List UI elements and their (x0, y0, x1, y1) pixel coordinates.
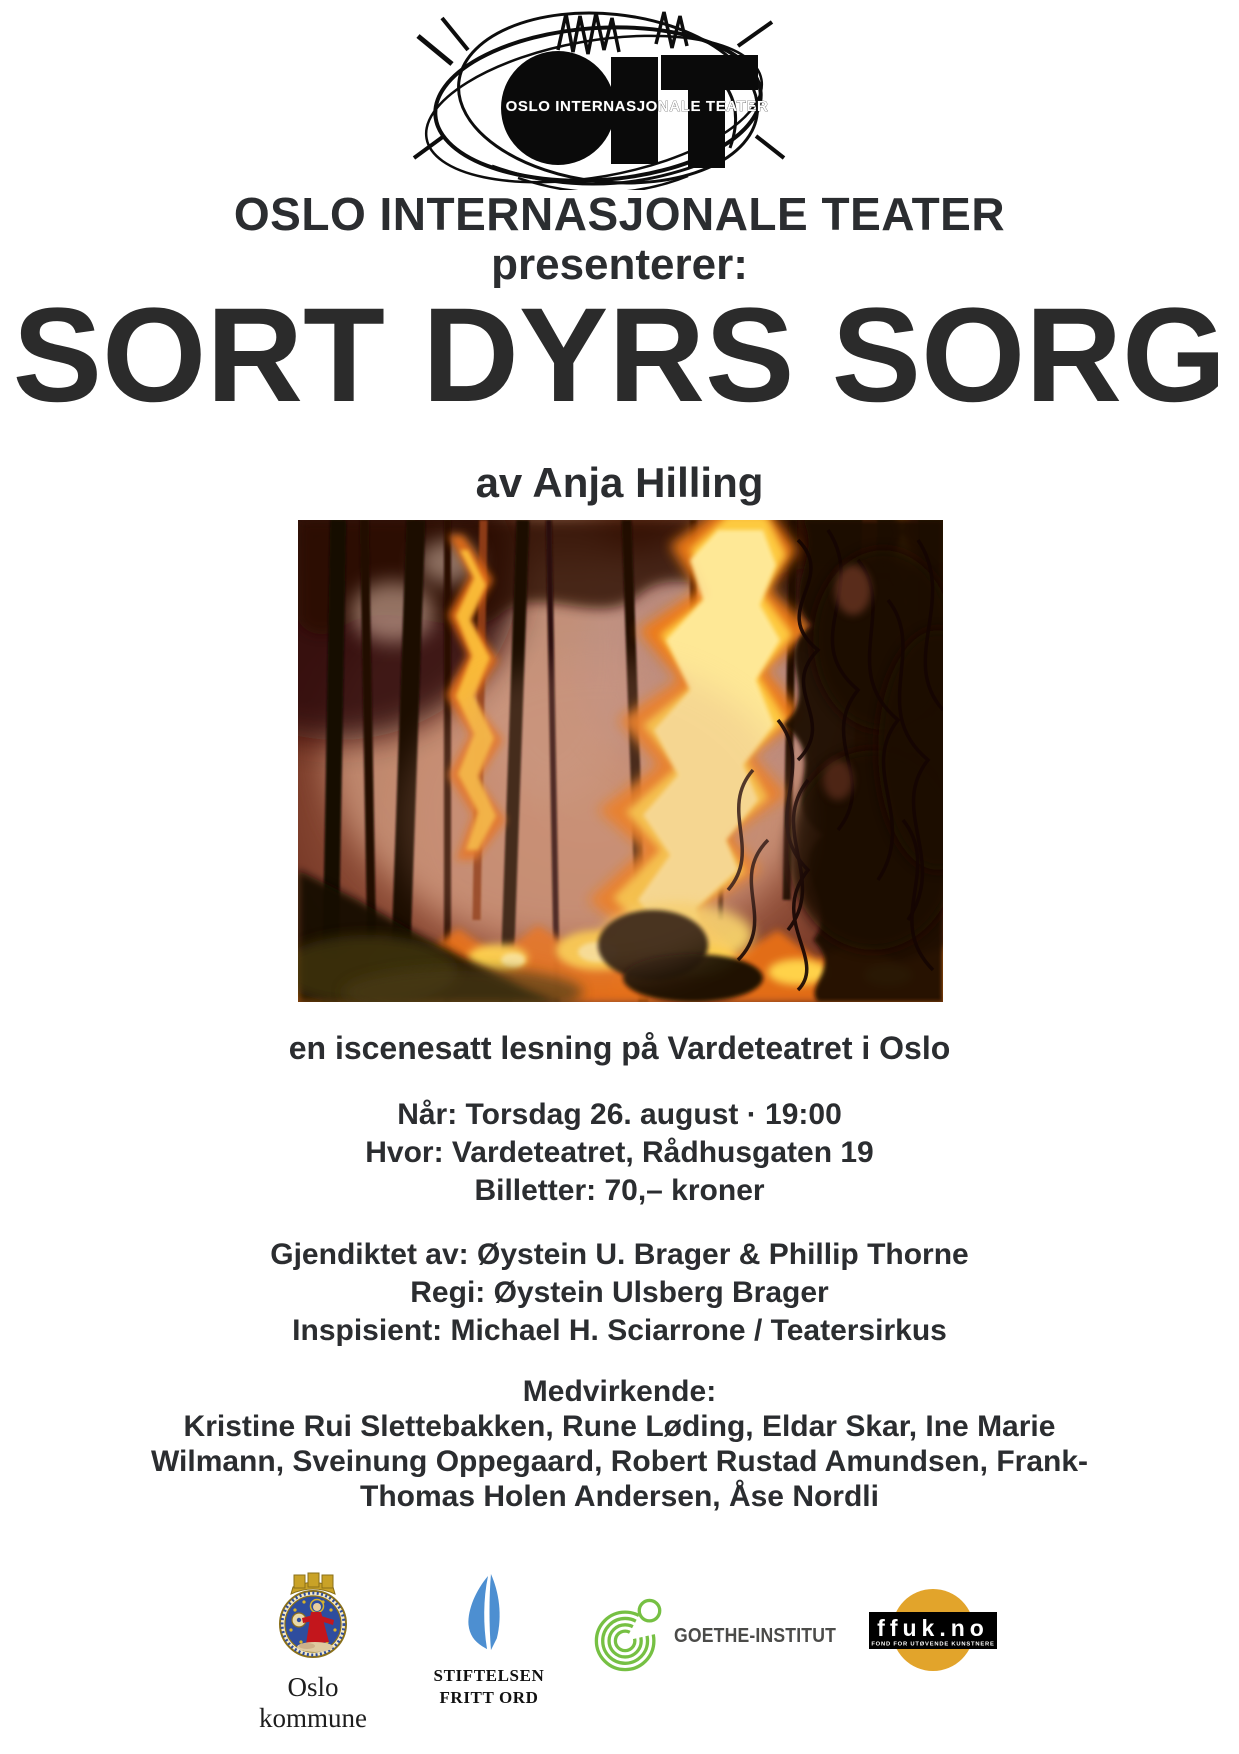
oslo-kommune-label: Oslo kommune (259, 1672, 367, 1733)
event-tickets: Billetter: 70,– kroner (474, 1174, 765, 1207)
ffuk-sublabel: [ FOND FOR UTØVENDE KUNSTNERE ] (867, 1641, 999, 1648)
fritt-ord-icon (463, 1574, 515, 1656)
event-caption: en iscenesatt lesning på Vardeteatret i Oslo (288, 1030, 951, 1066)
forest-fire-photo (298, 520, 943, 1002)
oit-logo-text: OSLO INTERNASJONALE TEATER (505, 98, 769, 115)
forest-fire-graphic (298, 520, 943, 1002)
credit-translation: Gjendiktet av: Øystein U. Brager & Phillip Thorne (270, 1238, 969, 1271)
event-when: Når: Torsdag 26. august · 19:00 (397, 1098, 842, 1131)
ffuk-icon (867, 1588, 999, 1676)
ffuk-label: ffuk.no (877, 1615, 989, 1641)
sponsor-goethe-institut (592, 1598, 858, 1674)
cast-heading: Medvirkende: (522, 1375, 717, 1408)
goethe-institut-icon (592, 1598, 668, 1674)
sponsor-ffuk (867, 1588, 999, 1681)
fritt-ord-label-line1: STIFTELSEN (433, 1666, 545, 1685)
goethe-institut-label: GOETHE-INSTITUT (674, 1624, 837, 1647)
cast-block (0, 1374, 1239, 1514)
event-where: Hvor: Vardeteatret, Rådhusgaten 19 (365, 1136, 874, 1169)
cast-line: Kristine Rui Slettebakken, Rune Løding, Eldar Skar, Ine Marie (183, 1410, 1056, 1443)
fritt-ord-label-line2: FRITT ORD (439, 1687, 539, 1707)
cast-line: Wilmann, Sveinung Oppegaard, Robert Rustad Amundsen, Frank- (150, 1445, 1089, 1478)
event-details (0, 1096, 1239, 1210)
cast-line: Thomas Holen Andersen, Åse Nordli (360, 1480, 879, 1513)
poster-title: SORT DYRS SORG (12, 281, 1227, 430)
sponsor-fritt-ord (409, 1574, 569, 1708)
production-credits (0, 1236, 1239, 1350)
oit-logo (408, 8, 786, 190)
theater-name: OSLO INTERNASJONALE TEATER (233, 188, 1006, 240)
sponsor-oslo-kommune (233, 1572, 393, 1734)
presents-line: presenterer: (491, 240, 748, 289)
credit-stage: Inspisient: Michael H. Sciarrone / Teatersirkus (292, 1314, 947, 1347)
credit-director: Regi: Øystein Ulsberg Brager (410, 1276, 829, 1309)
author-byline: av Anja Hilling (475, 459, 764, 506)
oslo-kommune-crest-icon (271, 1572, 355, 1666)
